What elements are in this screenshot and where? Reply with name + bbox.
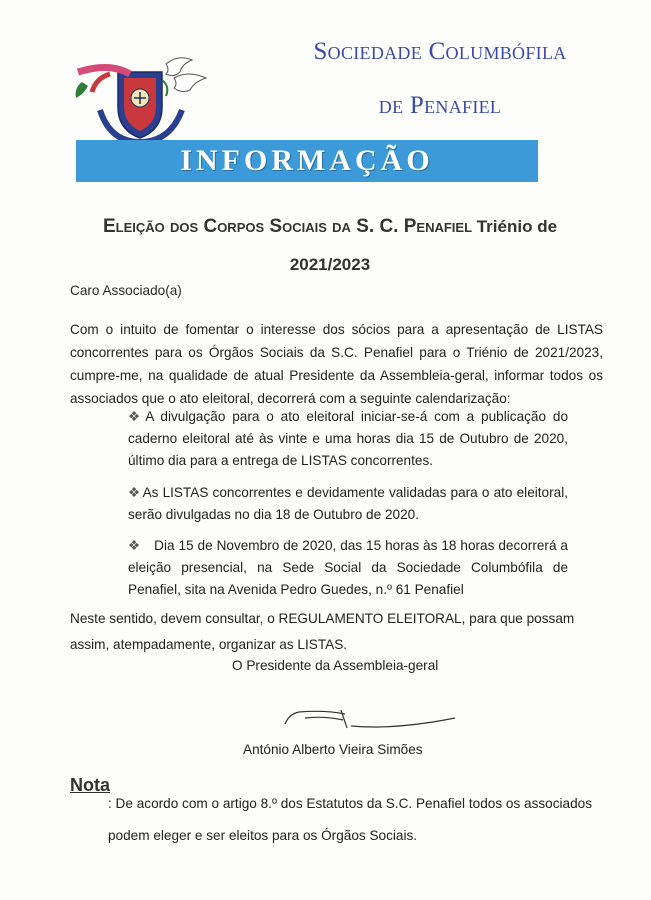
document-title-line2: 2021/2023 [289, 255, 371, 274]
information-banner [76, 140, 538, 182]
title-trienio: Triénio de [472, 217, 558, 236]
organization-name-line2: de Penafiel [378, 92, 502, 119]
title-main: Eleição dos Corpos Sociais da S. C. Penafiel [102, 216, 473, 237]
four-diamond-bullet-icon: ❖ [128, 409, 144, 424]
bullet-3-text: Dia 15 de Novembro de 2020, das 15 horas às 18 horas decorrerá a eleição presencial, na Sede Social da Sociedade Columbófila de Penafiel, sita na Avenida Pedro Guedes, n.º 61 Penafiel [128, 538, 568, 597]
note-text-line1: : De acordo com o artigo 8.º dos Estatutos da S.C. Penafiel todos os associados [108, 796, 593, 811]
bullet-1-text: A divulgação para o ato eleitoral iniciar-se-á com a publicação do caderno eleitoral até às vinte e uma horas dia 15 de Outubro de 2020, último dia para a entrega de LISTAS concorrentes. [128, 409, 568, 468]
note-label: Nota [70, 775, 110, 795]
schedule-bullet-3 [128, 535, 568, 601]
handwritten-signature-icon [275, 700, 465, 740]
four-diamond-bullet-icon: ❖ [128, 485, 141, 500]
club-crest-logo-icon [70, 52, 210, 144]
document-title-line1 [70, 216, 590, 238]
closing-paragraph: Neste sentido, devem consultar, o REGULAMENTO ELEITORAL, para que possam assim, atempadamente, organizar as LISTAS. [70, 611, 575, 652]
signatory-name: António Alberto Vieira Simões [243, 742, 423, 757]
bullet-2-text: As LISTAS concorrentes e devidamente validadas para o ato eleitoral, serão divulgadas no dia 18 de Outubro de 2020. [128, 485, 569, 522]
schedule-bullet-1 [128, 406, 568, 472]
schedule-bullet-2 [128, 482, 568, 526]
intro-paragraph: Com o intuito de fomentar o interesse dos sócios para a apresentação de LISTAS concorrentes para os Órgãos Sociais da S.C. Penafiel para o Triénio de 2021/2023, cumpre-me, na qualidade de atual Presidente da Assembleia-geral, informar todos os associados que o ato eleitoral, decorrerá com a seguinte calendarização: [70, 322, 603, 406]
banner-title: INFORMAÇÃO [180, 144, 434, 177]
note-text-line2: podem eleger e ser eleitos para os Órgãos Sociais. [108, 828, 418, 843]
signatory-title: O Presidente da Assembleia-geral [232, 658, 439, 673]
salutation: Caro Associado(a) [70, 283, 182, 298]
organization-name-line1: Sociedade Columbófila [313, 38, 567, 65]
four-diamond-bullet-icon: ❖ [128, 538, 141, 553]
